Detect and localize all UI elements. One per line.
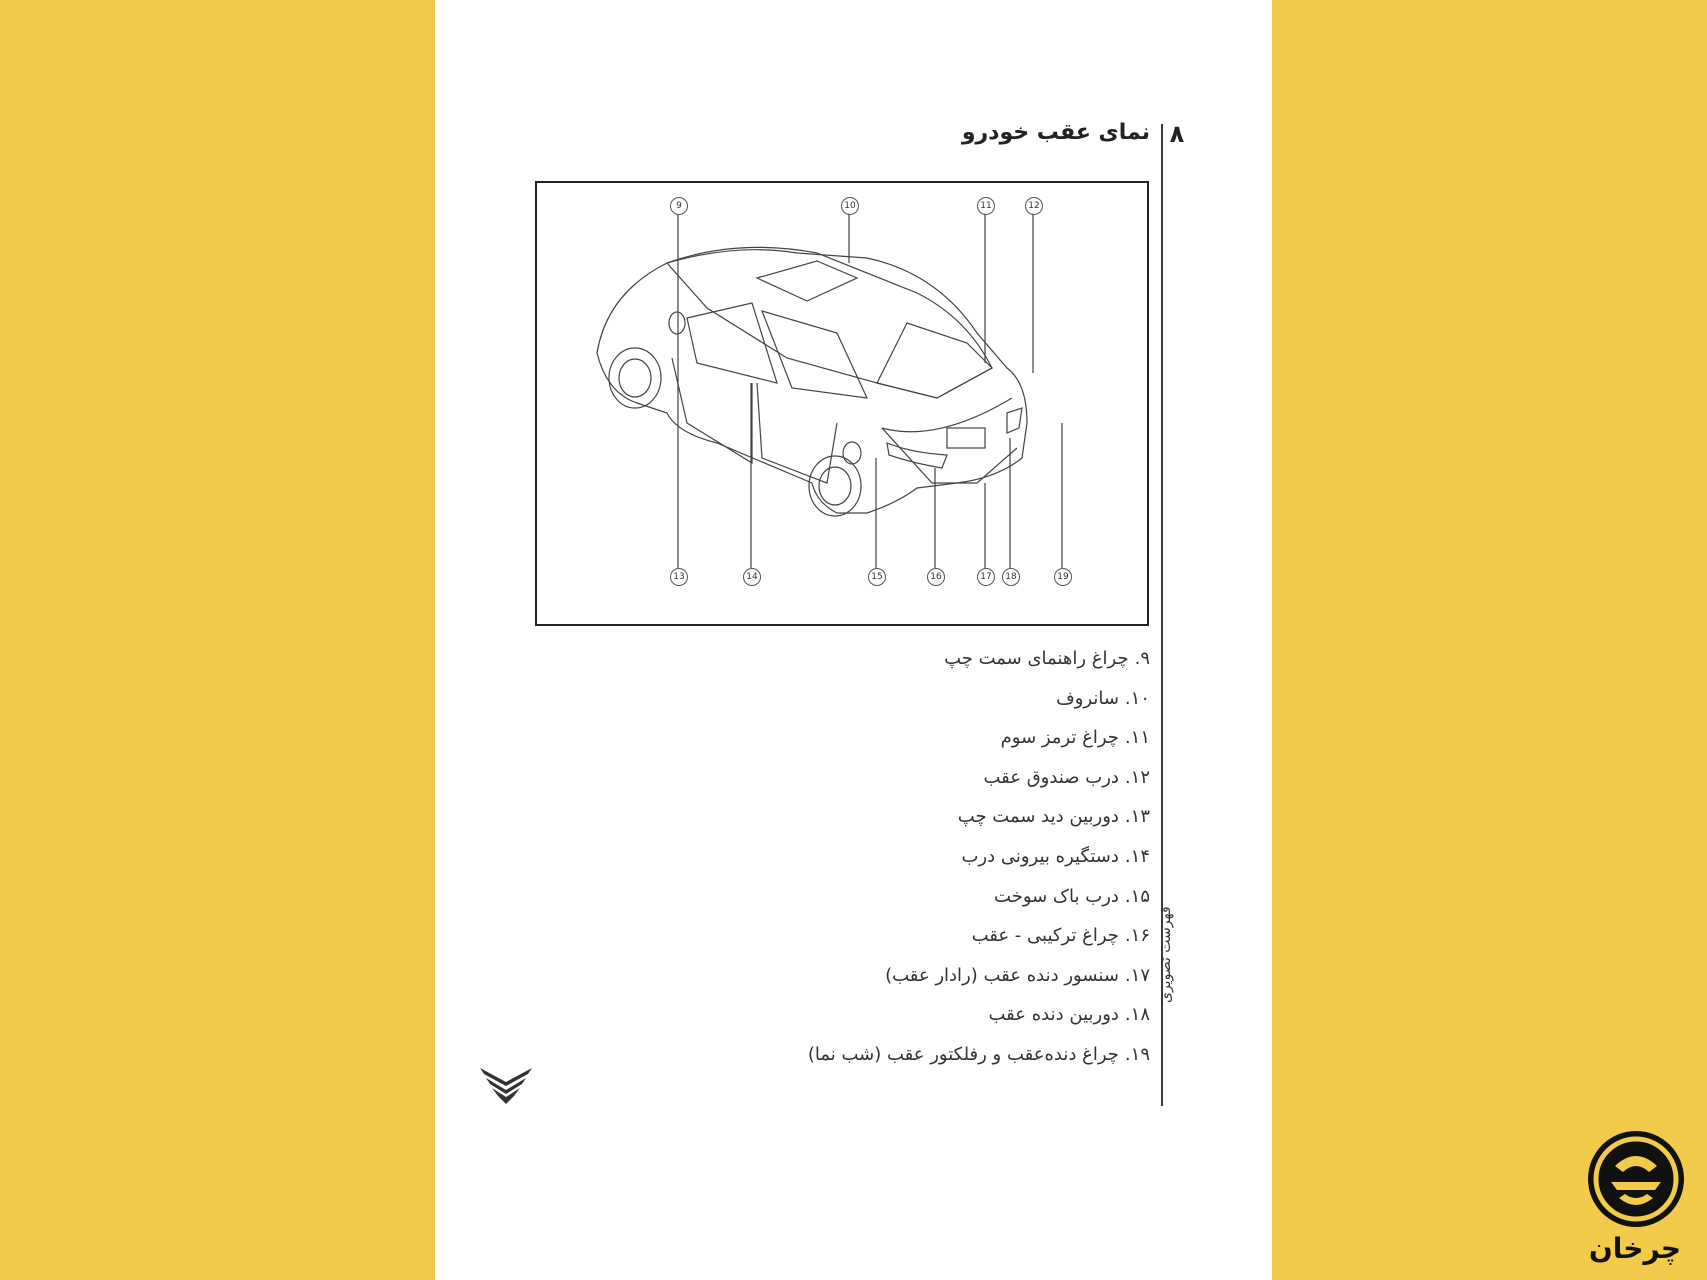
legend-item: ۱۲.درب صندوق عقب xyxy=(983,766,1150,788)
legend-item: ۹.چراغ راهنمای سمت چپ xyxy=(944,648,1150,669)
legend-item: ۱۰.سانروف xyxy=(1056,687,1150,709)
section-side-label: فهرست تصویری xyxy=(1158,906,1174,1003)
parts-legend xyxy=(760,644,1150,1080)
legend-item: ۱۸.دوربین دنده عقب xyxy=(988,1004,1150,1026)
callout-16: 16 xyxy=(927,568,945,586)
callout-15: 15 xyxy=(868,568,886,586)
callout-18: 18 xyxy=(1002,568,1020,586)
page-number: ۸ xyxy=(1169,120,1185,148)
legend-item: ۱۱.چراغ ترمز سوم xyxy=(1000,727,1150,749)
legend-item: ۱۶.چراغ ترکیبی - عقب xyxy=(971,925,1150,947)
callout-17: 17 xyxy=(977,568,995,586)
car-brand-emblem-icon xyxy=(478,1064,534,1108)
legend-item: ۱۴.دستگیره بیرونی درب xyxy=(961,845,1150,867)
callout-14: 14 xyxy=(743,568,761,586)
legend-item: ۱۵.درب باک سوخت xyxy=(994,885,1150,907)
charkhan-logo-icon xyxy=(1585,1128,1687,1230)
page-title: نمای عقب خودرو xyxy=(961,120,1150,145)
legend-item: ۱۷.سنسور دنده عقب (رادار عقب) xyxy=(885,964,1150,986)
legend-item: ۱۹.چراغ دنده‌عقب و رفلکتور عقب (شب نما) xyxy=(807,1043,1150,1065)
legend-item: ۱۳.دوربین دید سمت چپ xyxy=(957,806,1150,828)
callout-13: 13 xyxy=(670,568,688,586)
rear-view-car-figure xyxy=(535,181,1149,626)
car-line-drawing xyxy=(537,183,1147,624)
callout-11: 11 xyxy=(977,197,995,215)
callout-19: 19 xyxy=(1054,568,1072,586)
callout-10: 10 xyxy=(841,197,859,215)
charkhan-logo-text: چرخان xyxy=(1588,1232,1682,1265)
callout-12: 12 xyxy=(1025,197,1043,215)
callout-9: 9 xyxy=(670,197,688,215)
